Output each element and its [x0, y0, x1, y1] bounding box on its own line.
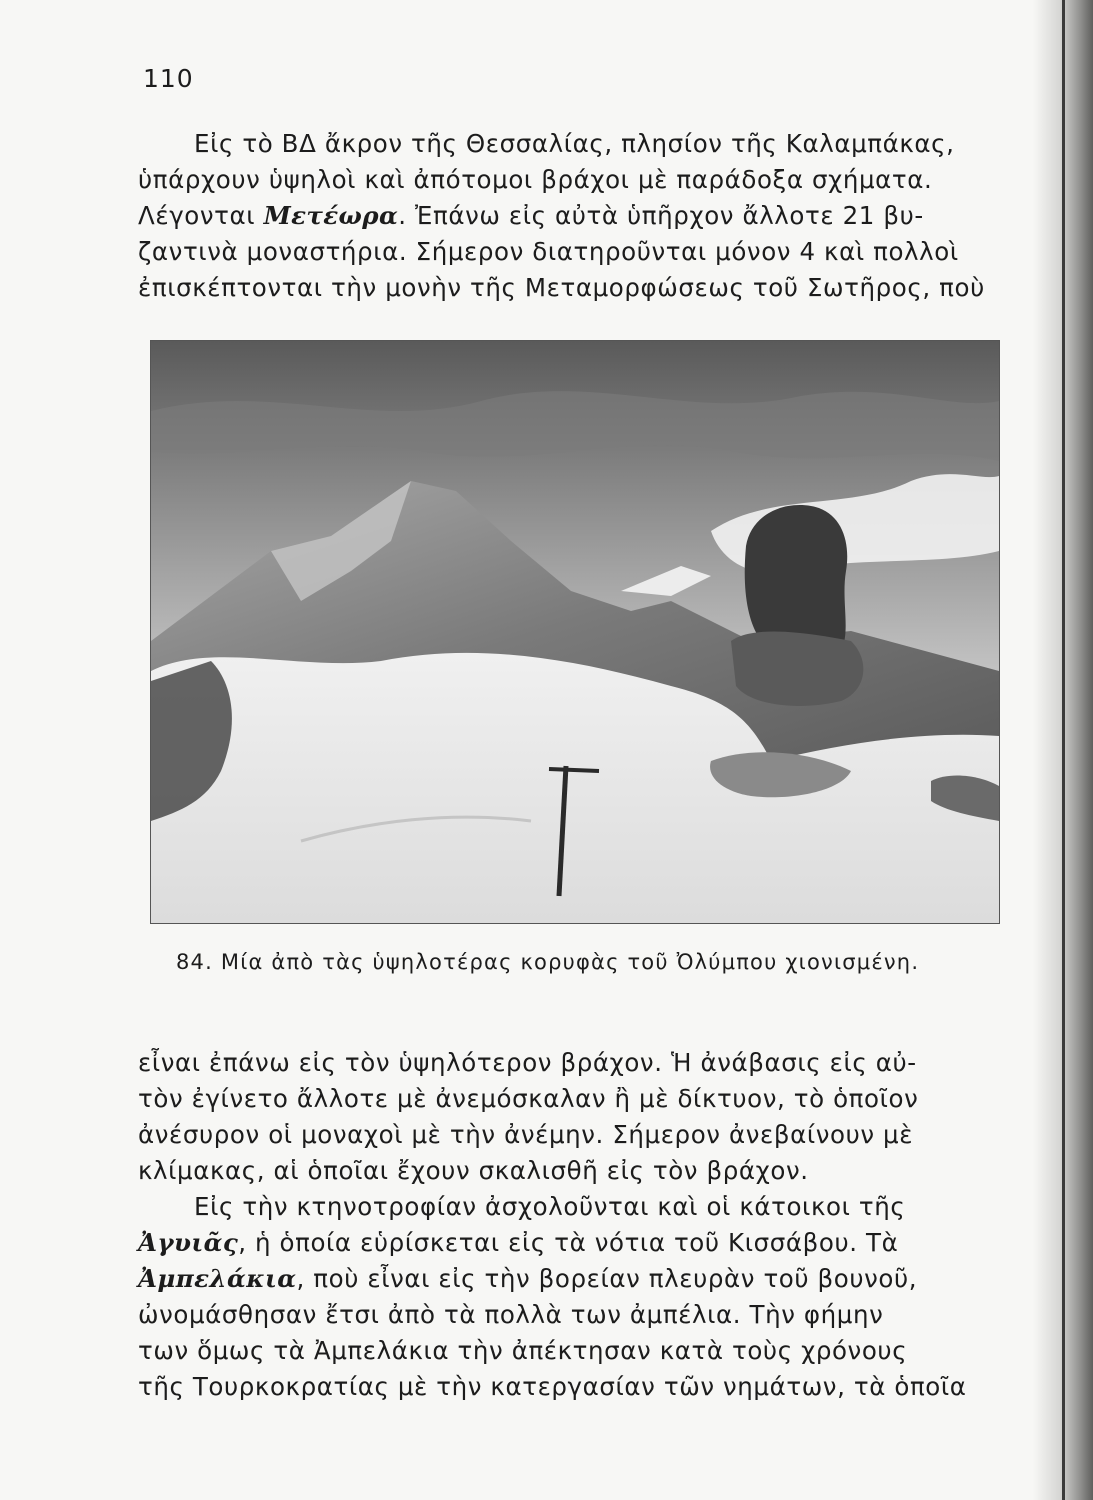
emphasis-ampelakia: Ἀμπελάκια — [138, 1264, 297, 1293]
page-number: 110 — [143, 64, 194, 93]
text-line: ζαντινὰ μοναστήρια. Σήμερον διατηροῦνται μόνον 4 καὶ πολλοὶ — [138, 237, 959, 266]
mountain-photo-illustration — [151, 341, 999, 923]
text-line: ὑπάρχουν ὑψηλοὶ καὶ ἀπότομοι βράχοι μὲ παράδοξα σχήματα. — [138, 165, 933, 194]
figure-caption: 84. Μία ἀπὸ τὰς ὑψηλοτέρας κορυφὰς τοῦ Ὀλύμπου χιονισμένη. — [176, 950, 920, 974]
text-line: των ὅμως τὰ Ἀμπελάκια τὴν ἀπέκτησαν κατὰ τοὺς χρόνους — [138, 1336, 908, 1365]
text-line — [138, 198, 1008, 234]
text-line: ἀνέσυρον οἱ μοναχοὶ μὲ τὴν ἀνέμην. Σήμερον ἀνεβαίνουν μὲ — [138, 1120, 914, 1149]
text-segment: . Ἐπάνω εἰς αὐτὰ ὑπῆρχον ἄλλοτε 21 βυ- — [398, 201, 924, 230]
text-line — [138, 1261, 1008, 1297]
emphasis-meteora: Μετέωρα — [263, 201, 399, 230]
paragraph-meteora — [138, 126, 1008, 306]
ice-axe-head — [549, 769, 599, 771]
text-line — [138, 1225, 1008, 1261]
text-line: ἐπισκέπτονται τὴν μονὴν τῆς Μεταμορφώσεως τοῦ Σωτῆρος, ποὺ — [138, 273, 985, 302]
text-line: Εἰς τὴν κτηνοτροφίαν ἀσχολοῦνται καὶ οἱ κάτοικοι τῆς — [194, 1192, 906, 1221]
text-line: Εἰς τὸ ΒΔ ἄκρον τῆς Θεσσαλίας, πλησίον τῆς Καλαμπάκας, — [194, 129, 955, 158]
text-segment: , ποὺ εἶναι εἰς τὴν βορείαν πλευρὰν τοῦ βουνοῦ, — [296, 1264, 918, 1293]
paragraph-agya-ampelakia — [138, 1045, 1008, 1405]
book-spine-edge — [1062, 0, 1065, 1500]
emphasis-agya: Ἀγυιᾶς — [138, 1228, 239, 1257]
text-line: τὸν ἐγίνετο ἄλλοτε μὲ ἀνεμόσκαλαν ἢ μὲ δίκτυον, τὸ ὁποῖον — [138, 1084, 919, 1113]
text-line: τῆς Τουρκοκρατίας μὲ τὴν κατεργασίαν τῶν νημάτων, τὰ ὁποῖα — [138, 1372, 967, 1401]
text-segment: Λέγονται — [138, 201, 264, 230]
figure-olympus-photo — [150, 340, 1000, 924]
rock-base — [731, 632, 863, 706]
text-line: ὠνομάσθησαν ἔτσι ἀπὸ τὰ πολλὰ των ἀμπέλια. Τὴν φήμην — [138, 1300, 884, 1329]
text-segment: , ἡ ὁποία εὑρίσκεται εἰς τὰ νότια τοῦ Κισσάβου. Τὰ — [238, 1228, 899, 1257]
text-line: εἶναι ἐπάνω εἰς τὸν ὑψηλότερον βράχον. Ἡ ἀνάβασις εἰς αὐ- — [138, 1048, 917, 1077]
text-line: κλίμακας, αἱ ὁποῖαι ἔχουν σκαλισθῆ εἰς τὸν βράχον. — [138, 1156, 809, 1185]
